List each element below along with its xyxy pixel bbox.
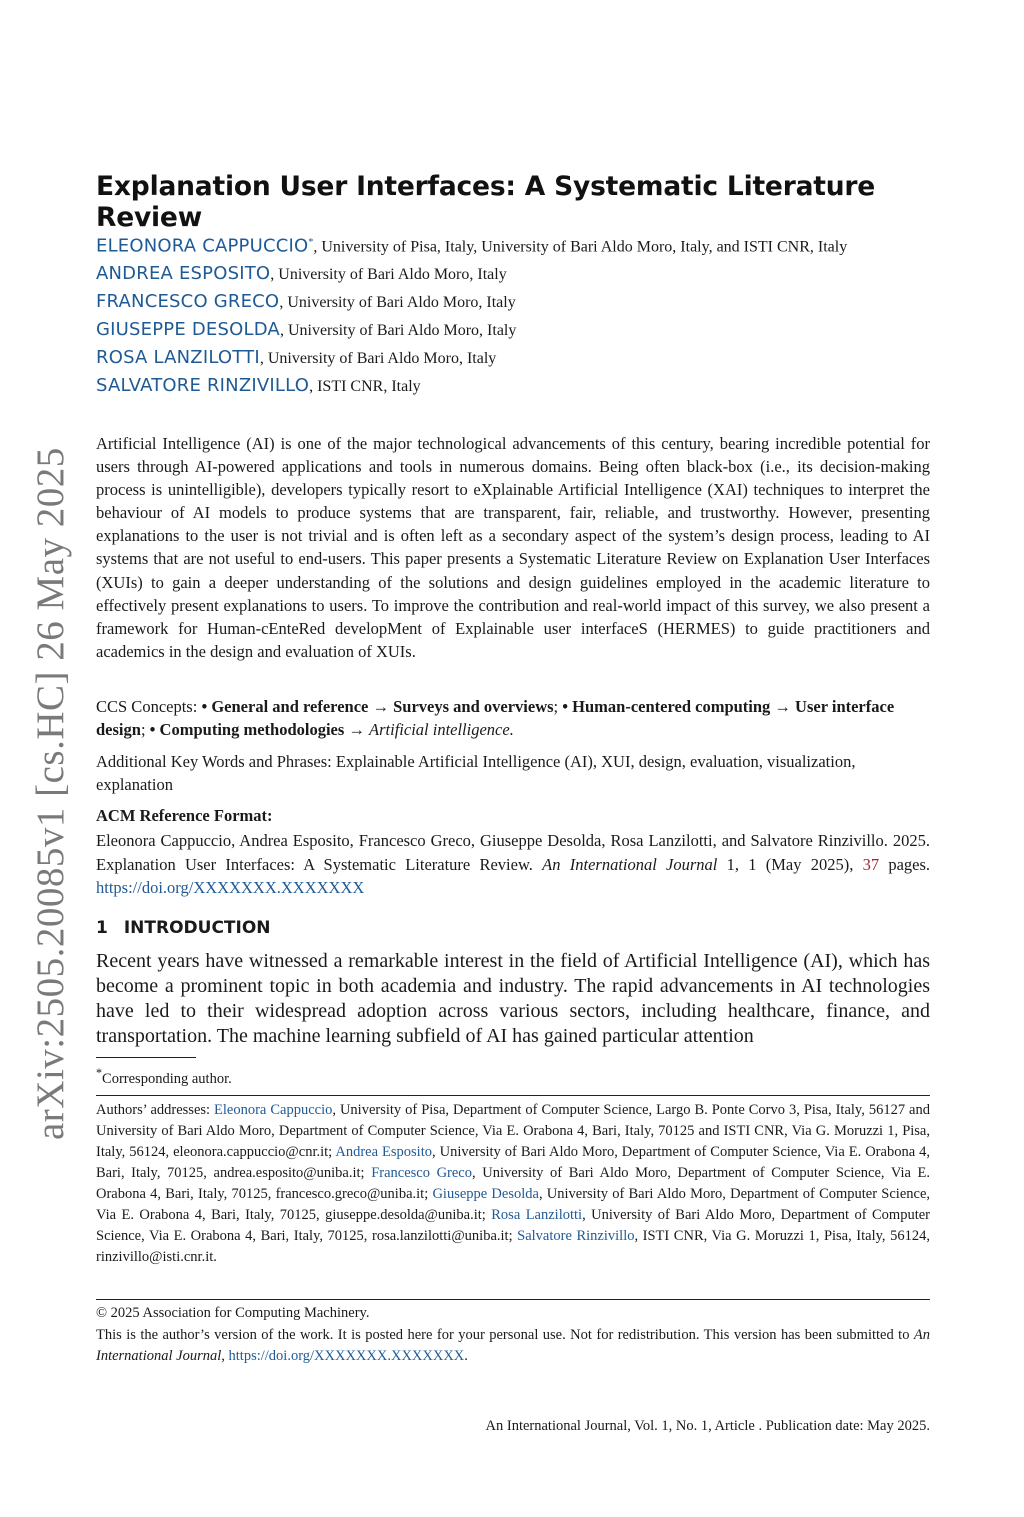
address-text: , University of Bari Aldo Moro, Department of Computer Science, Via E. Orabona 4, Bari, Italy, 70125, francesco.greco@uniba.it;	[96, 1165, 931, 1202]
ccs-subconcept: Artificial intelligence.	[369, 720, 514, 739]
author-entry	[96, 260, 930, 288]
section-heading	[96, 918, 271, 938]
author-link[interactable]: Giuseppe Desolda	[432, 1186, 539, 1202]
ccs-label: CCS Concepts:	[96, 697, 202, 716]
author-name[interactable]: GIUSEPPE DESOLDA	[96, 319, 280, 341]
author-name[interactable]: SALVATORE RINZIVILLO	[96, 375, 310, 397]
section-number: 1	[96, 918, 108, 938]
address-text: , ISTI CNR, Via G. Moruzzi 1, Pisa, Italy, 56124, rinzivillo@isti.cnr.it.	[96, 1228, 930, 1265]
address-text: , University of Bari Aldo Moro, Department of Computer Science, Via E. Orabona 4, Bari, Italy, 70125, andrea.esposito@uniba.it;	[96, 1144, 930, 1181]
acm-reference-text	[96, 829, 930, 900]
divider	[96, 1299, 930, 1300]
ccs-subconcept: Surveys and overviews	[393, 697, 554, 716]
author-link[interactable]: Rosa Lanzilotti	[491, 1207, 583, 1223]
author-name[interactable]: ELEONORA CAPPUCCIO	[96, 235, 309, 257]
ccs-concepts	[96, 695, 930, 741]
ccs-concept: • Human-centered computing	[562, 697, 771, 716]
ccs-arrow: →	[368, 697, 394, 716]
reference-volume: 1, 1 (May 2025),	[717, 854, 863, 874]
version-separator: ,	[221, 1348, 229, 1364]
arxiv-stamp: arXiv:2505.20085v1 [cs.HC] 26 May 2025	[29, 447, 72, 1140]
author-addresses	[96, 1100, 930, 1268]
reference-pages: pages.	[879, 854, 931, 874]
keywords: Additional Key Words and Phrases: Explainable Artificial Intelligence (AI), XUI, design, evaluation, visualization, explanation	[96, 752, 856, 794]
paper-title: Explanation User Interfaces: A Systematic Literature Review	[96, 171, 876, 233]
footnote-mark[interactable]: *	[308, 237, 314, 248]
page-footer: An International Journal, Vol. 1, No. 1, Article . Publication date: May 2025.	[485, 1418, 930, 1434]
doi-link[interactable]: https://doi.org/XXXXXXX.XXXXXXX	[96, 878, 365, 897]
introduction-text: Recent years have witnessed a remarkable interest in the field of Artificial Intelligence (AI), which has become a prominent topic in both academia and industry. The rapid advancements in AI technologies have led to their widespread adoption across various sectors, including healthcare, finance, and transportation. The machine learning subfield of AI has gained particular attention	[96, 950, 930, 1047]
author-affiliation: , University of Bari Aldo Moro, Italy	[279, 294, 516, 312]
version-text: This is the author’s version of the work. It is posted here for your personal use. Not for redistribution. This version has been submitted to	[96, 1327, 914, 1343]
author-entry	[96, 316, 930, 344]
divider	[96, 1095, 930, 1096]
reference-journal: An International Journal	[542, 854, 718, 874]
author-name[interactable]: FRANCESCO GRECO	[96, 291, 280, 313]
footnote-rule	[96, 1057, 196, 1058]
ccs-arrow: →	[344, 720, 370, 739]
author-affiliation: , University of Bari Aldo Moro, Italy	[279, 322, 517, 340]
author-link[interactable]: Francesco Greco	[371, 1165, 472, 1181]
version-end: .	[464, 1348, 468, 1364]
reference-citation: Eleonora Cappuccio, Andrea Esposito, Francesco Greco, Giuseppe Desolda, Rosa Lanzilotti, and Salvatore Rinzivillo. 2025. Explanation User Interfaces: A Systematic Literature Review.	[96, 831, 930, 874]
author-entry	[96, 229, 930, 260]
author-entry	[96, 288, 930, 316]
author-affiliation: , ISTI CNR, Italy	[309, 378, 421, 396]
version-journal: An International Journal	[96, 1327, 930, 1364]
doi-link[interactable]: https://doi.org/XXXXXXX.XXXXXXX	[228, 1348, 465, 1364]
abstract: Artificial Intelligence (AI) is one of the major technological advancements of this century, bearing incredible potential for users through AI-powered applications and tools in numerous domains. Being often black-box (i.e., its decision-making process is unintelligible), developers typically resort to eXplainable Artificial Intelligence (XAI) techniques to interpret the behaviour of AI models to produce systems that are transparent, fair, reliable, and trustworthy. However, presenting explanations to the user is not trivial and is often left as a secondary aspect of the system’s design process, leading to AI systems that are not useful to end-users. This paper presents a Systematic Literature Review on Explanation User Interfaces (XUIs) to gain a deeper understanding of the solutions and design guidelines employed in the academic literature to effectively present explanations to users. To improve the contribution and real-world impact of this survey, we also present a framework for Human-cEnteRed developMent of Explainable user interfaceS (HERMES) to guide practitioners and academics in the design and evaluation of XUIs.	[96, 434, 930, 661]
ccs-concept: • Computing methodologies	[149, 720, 345, 739]
author-list	[96, 229, 930, 400]
footnote-text: Corresponding author.	[102, 1070, 232, 1087]
author-name[interactable]: ROSA LANZILOTTI	[96, 347, 260, 369]
copyright: © 2025 Association for Computing Machinery.	[96, 1305, 370, 1321]
ccs-concept: • General and reference	[201, 697, 369, 716]
author-affiliation: , University of Bari Aldo Moro, Italy	[270, 266, 507, 284]
addresses-label: Authors’ addresses:	[96, 1102, 215, 1118]
page-count-link[interactable]: 37	[862, 854, 880, 874]
address-text: , University of Bari Aldo Moro, Department of Computer Science, Via E. Orabona 4, Bari, Italy, 70125, rosa.lanzilotti@uniba.it;	[96, 1207, 930, 1244]
author-entry	[96, 372, 930, 400]
author-link[interactable]: Andrea Esposito	[335, 1144, 432, 1160]
ccs-separator: ;	[553, 697, 563, 716]
author-affiliation: , University of Pisa, Italy, University of Bari Aldo Moro, Italy, and ISTI CNR, Italy	[313, 238, 848, 256]
ccs-arrow: →	[770, 697, 796, 716]
version-note	[96, 1325, 930, 1367]
author-name[interactable]: ANDREA ESPOSITO	[96, 263, 271, 285]
ccs-subconcept: User interface design	[96, 697, 895, 739]
author-entry	[96, 344, 930, 372]
acm-reference-heading: ACM Reference Format:	[96, 806, 273, 825]
address-text: , University of Bari Aldo Moro, Department of Computer Science, Via E. Orabona 4, Bari, Italy, 70125, giuseppe.desolda@uniba.it;	[96, 1186, 930, 1223]
author-affiliation: , University of Bari Aldo Moro, Italy	[259, 350, 497, 368]
ccs-separator: ;	[140, 720, 150, 739]
section-title: INTRODUCTION	[123, 918, 271, 938]
footnote	[96, 1066, 232, 1088]
author-link[interactable]: Salvatore Rinzivillo	[517, 1228, 635, 1244]
footnote-mark: *	[96, 1066, 103, 1080]
author-link[interactable]: Eleonora Cappuccio	[214, 1102, 333, 1118]
address-text: , University of Pisa, Department of Computer Science, Largo B. Ponte Corvo 3, Pisa, Italy, 56127 and University of Bari Aldo Moro, Department of Computer Science, Via E. Orabona 4, Bari, Italy, 70125 and ISTI CNR, Via G. Moruzzi 1, Pisa, Italy, 56124, eleonora.cappuccio@cnr.it;	[96, 1102, 930, 1160]
